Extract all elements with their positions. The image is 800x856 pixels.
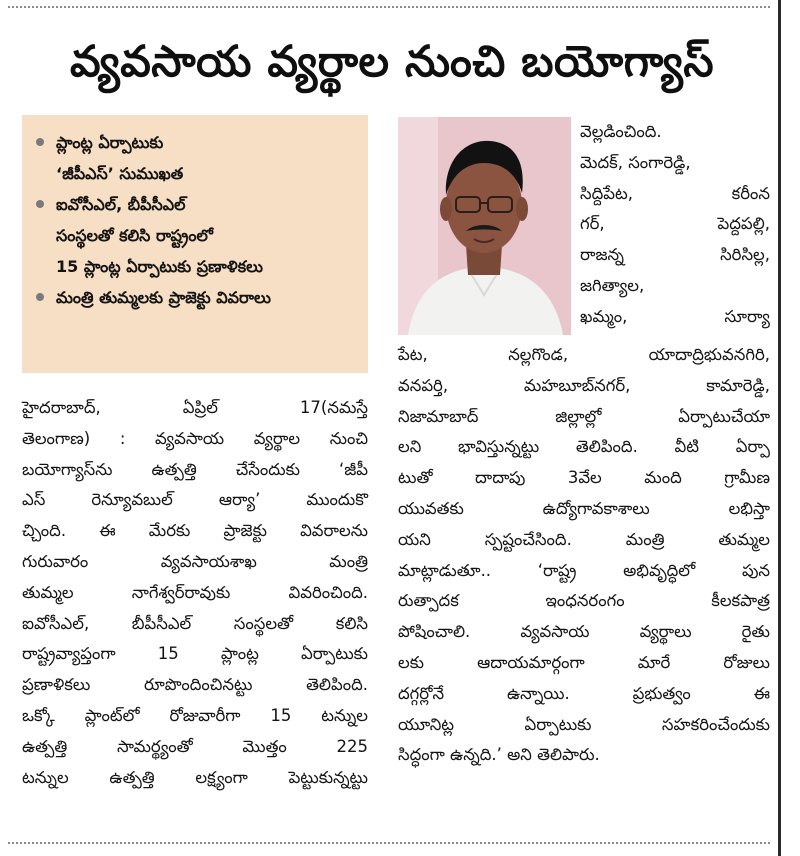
body-line: రుత్పాదక ఇంధనరంగం కీలకపాత్ర <box>398 591 770 611</box>
body-line: వనపర్తి, మహబూబ్‌నగర్, కామారెడ్డి, <box>398 375 770 395</box>
bullet-icon <box>36 138 44 146</box>
body-line: ఎస్ రెన్యూవబుల్ ఆర్యా’ ముందుకొ <box>22 490 368 510</box>
article-body-left-column <box>22 393 368 793</box>
body-line: నిజామాబాద్ జిల్లాల్లో ఏర్పాటుచేయా <box>398 406 770 426</box>
highlight-item <box>34 282 360 313</box>
highlight-line: 15 ప్లాంట్ల ఏర్పాటుకు ప్రణాళికలు <box>56 257 263 276</box>
body-line: సిద్ధంగా ఉన్నది.’ అని తెలిపారు. <box>398 745 600 765</box>
body-line: యని స్పష్టంచేసింది. మంత్రి తుమ్మల <box>398 529 770 549</box>
highlight-line: ఐవోసీఎల్, బీపీసీఎల్ <box>56 195 186 214</box>
portrait-photo <box>398 117 571 335</box>
top-dotted-rule <box>8 6 770 8</box>
body-line: చ్చింది. ఈ మేరకు ప్రాజెక్టు వివరాలను <box>22 521 368 541</box>
body-line: యువతకు ఉద్యోగావకాశాలు లభిస్తా <box>398 498 770 518</box>
bullet-icon <box>36 200 44 208</box>
highlight-line: మంత్రి తుమ్మలకు ప్రాజెక్టు వివరాలు <box>56 288 271 307</box>
body-line: గురువారం వ్యవసాయశాఖ మంత్రి <box>22 551 368 571</box>
body-line: ఒక్కో ప్లాంట్‌లో రోజువారీగా 15 టన్నుల <box>22 705 368 725</box>
body-line: మెదక్, సంగారెడ్డి, <box>580 152 691 172</box>
body-line: రాజన్న సిరిసిల్ల, <box>580 245 770 265</box>
body-line: తెలంగాణ) : వ్యవసాయ వ్యర్థాల నుంచి <box>22 428 368 448</box>
body-line: పేట, నల్లగొండ, యాదాద్రిభువనగిరి, <box>398 345 770 364</box>
article-body-right-narrow-column <box>580 117 770 333</box>
body-line: ఖమ్మం, సూర్యా <box>580 306 770 326</box>
highlight-line: ‘జీపీఎస్’ సుముఖత <box>56 164 184 183</box>
highlights-box <box>22 115 368 373</box>
body-line: సిద్దిపేట, కరీంన <box>580 183 770 203</box>
body-line: హైదరాబాద్, ఏప్రిల్ 17(నమస్తే <box>22 398 368 417</box>
body-line: బయోగ్యాస్‌ను ఉత్పత్తి చేసేందుకు ‘జీపీ <box>22 459 368 479</box>
portrait-illustration <box>398 117 571 335</box>
body-line: లని భావిస్తున్నట్టు తెలిపింది. వీటి ఏర్పా <box>398 437 770 457</box>
body-line: ఐవోసీఎల్, బీపీసీఎల్ సంస్థలతో కలిసి <box>22 613 368 633</box>
highlight-line: సంస్థలతో కలిసి రాష్ట్రంలో <box>56 226 213 245</box>
body-line: పోషించాలి. వ్యవసాయ వ్యర్థాలు రైతు <box>398 622 770 642</box>
bullet-icon <box>36 293 44 301</box>
body-line: రాష్ట్రవ్యాప్తంగా 15 ప్లాంట్ల ఏర్పాటుకు <box>22 644 368 664</box>
body-line: ఉత్పత్తి సామర్థ్యంతో మొత్తం 225 <box>22 736 368 756</box>
body-line: వెల్లడించింది. <box>580 122 662 141</box>
article-body-right-column <box>398 340 770 771</box>
body-line: మాట్లాడుతూ.. ‘రాష్ట్ర అభివృద్ధిలో పున <box>398 560 770 580</box>
body-line: తుమ్మల నాగేశ్వర్‌రావుకు వివరించింది. <box>22 582 368 602</box>
body-line: యూనిట్ల ఏర్పాటుకు సహకరించేందుకు <box>398 714 770 734</box>
body-line: టన్నుల ఉత్పత్తి లక్ష్యంగా పెట్టుకున్నట్టు <box>22 767 368 787</box>
bottom-dotted-rule <box>8 842 770 844</box>
highlight-line: ప్లాంట్ల ఏర్పాటుకు <box>56 133 164 152</box>
article-headline: వ్యవసాయ వ్యర్థాల నుంచి బయోగ్యాస్ <box>69 37 715 87</box>
body-line: గర్, పెద్దపల్లి, <box>580 214 770 234</box>
body-line: దగ్గర్లోనే ఉన్నాయి. ప్రభుత్వం ఈ <box>398 683 770 703</box>
body-line: ప్రణాళికలు రూపొందించినట్టు తెలిపింది. <box>22 675 368 695</box>
column-divider <box>778 0 781 856</box>
highlight-item <box>34 189 360 282</box>
body-line: టుతో దాదాపు 3వేల మంది గ్రామీణ <box>398 468 770 488</box>
body-line: జగిత్యాల, <box>580 275 645 295</box>
body-line: లకు ఆదాయమార్గంగా మారే రోజులు <box>398 652 770 672</box>
highlights-list <box>34 127 360 313</box>
highlight-item <box>34 127 360 189</box>
